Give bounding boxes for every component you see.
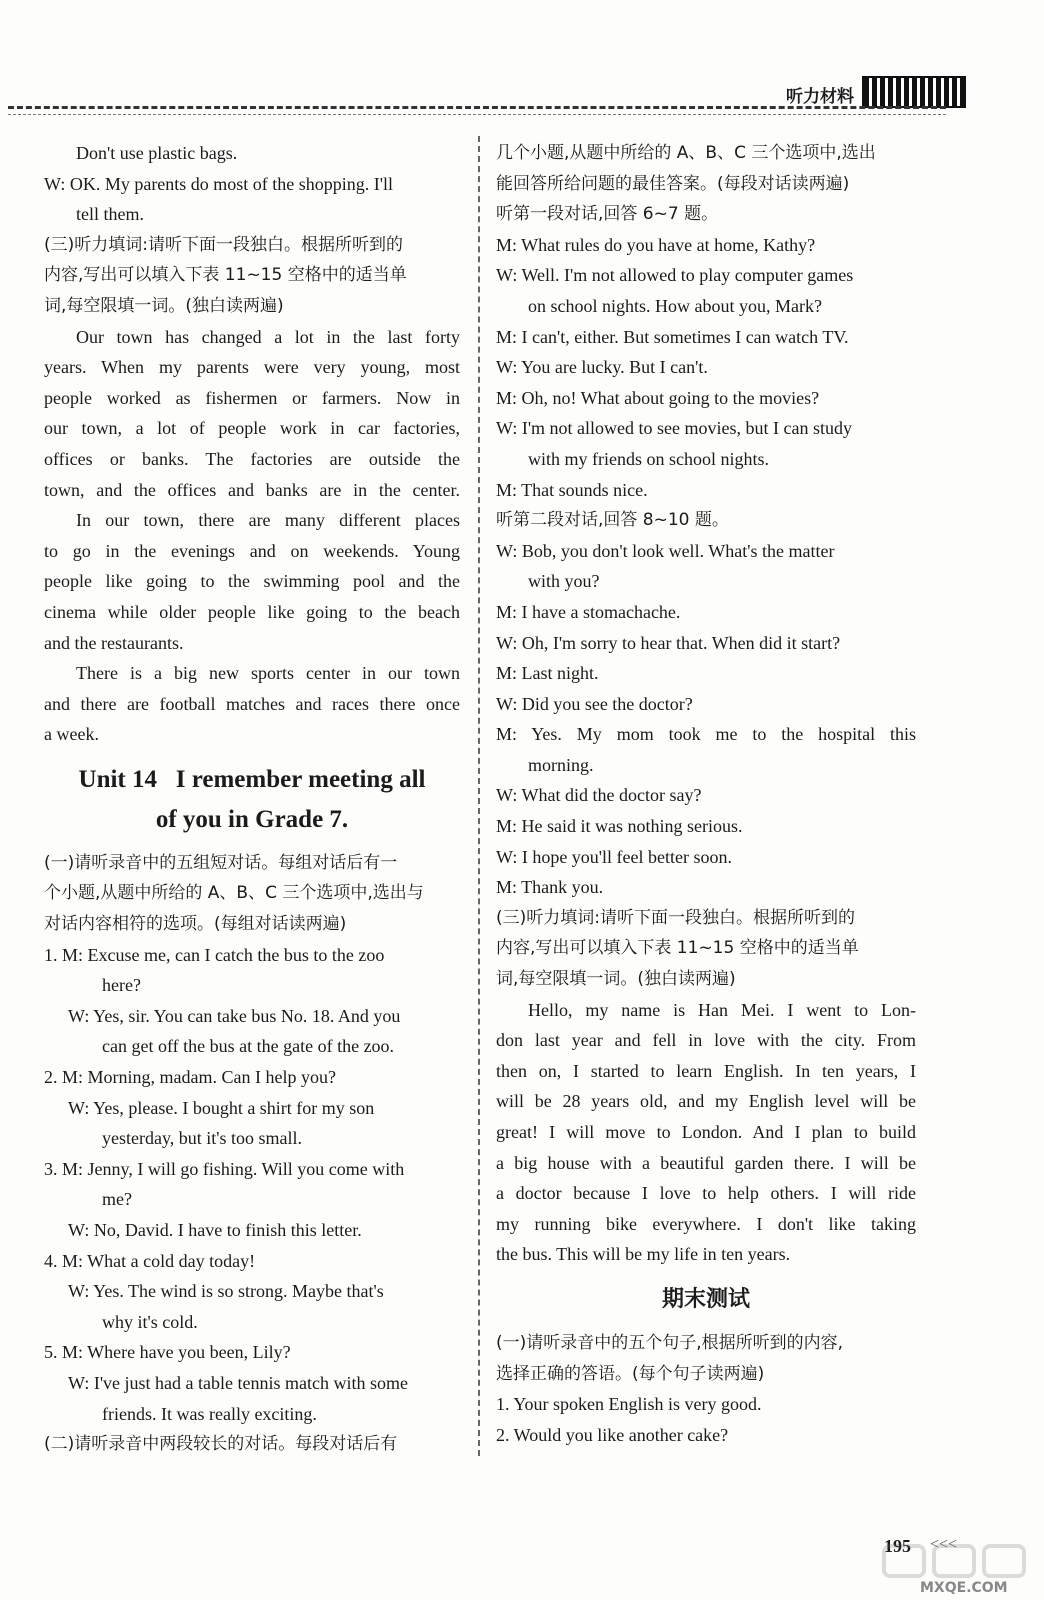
text-line: will be 28 years old, and my English level will be (496, 1091, 916, 1112)
text-line: 3. M: Jenny, I will go fishing. Will you come with (44, 1158, 405, 1179)
text-line: 4. M: What a cold day today! (44, 1250, 256, 1271)
text-line: why it's cold. (102, 1311, 198, 1332)
text-line: M: That sounds nice. (496, 479, 648, 500)
text-line: 2. M: Morning, madam. Can I help you? (44, 1067, 336, 1088)
instruction-line: (二)请听录音中两段较长的对话。每段对话后有 (44, 1434, 398, 1455)
text-line: friends. It was really exciting. (102, 1403, 317, 1424)
text-line: with you? (528, 571, 600, 592)
text-line: years. When my parents were very young, most (44, 357, 460, 378)
text-line: W: Oh, I'm sorry to hear that. When did it start? (496, 632, 841, 653)
text-line: 1. M: Excuse me, can I catch the bus to the zoo (44, 944, 385, 965)
page-header (0, 0, 1044, 118)
text-line: W: Yes, please. I bought a shirt for my son (68, 1097, 375, 1118)
text-line: and the restaurants. (44, 632, 184, 653)
text-line: tell them. (76, 204, 144, 225)
instruction-line: (三)听力填词:请听下面一段独白。根据所听到的 (496, 907, 855, 928)
text-line: can get off the bus at the gate of the zoo. (102, 1036, 395, 1057)
text-line: our town, a lot of people work in car factories, (44, 418, 460, 439)
text-line: M: Yes. My mom took me to the hospital this (496, 724, 916, 745)
text-line: W: What did the doctor say? (496, 785, 702, 806)
instruction-line: 几个小题,从题中所给的 A、B、C 三个选项中,选出 (496, 143, 876, 163)
text-line: yesterday, but it's too small. (102, 1128, 303, 1149)
instruction-line: 个小题,从题中所给的 A、B、C 三个选项中,选出与 (44, 883, 424, 904)
text-line: people worked as fishermen or farmers. Now in (44, 387, 460, 408)
text-line: W: I'm not allowed to see movies, but I can study (496, 418, 853, 439)
text-line: offices or banks. The factories are outside the (44, 448, 460, 469)
text-line: 1. Your spoken English is very good. (496, 1394, 762, 1415)
text-line: M: I have a stomachache. (496, 601, 681, 622)
text-line: M: What rules do you have at home, Kathy? (496, 234, 816, 255)
text-line: W: Well. I'm not allowed to play computer games (496, 265, 854, 286)
text-line: don last year and fell in love with the city. From (496, 1030, 916, 1051)
instruction-line: 对话内容相符的选项。(每组对话读两遍) (44, 914, 347, 935)
text-line: W: Did you see the doctor? (496, 693, 693, 714)
instruction-line: (一)请听录音中的五个句子,根据所听到的内容, (496, 1332, 844, 1353)
text-line: Our town has changed a lot in the last forty (76, 326, 460, 347)
instruction-line: (三)听力填词:请听下面一段独白。根据所听到的 (44, 234, 403, 255)
text-line: cinema while older people like going to the beach (44, 601, 460, 622)
instruction-line: 选择正确的答语。(每个句子读两遍) (496, 1363, 765, 1384)
text-line: a big house with a beautiful garden there. I will be (496, 1152, 916, 1173)
instruction-line: 听第二段对话,回答 8~10 题。 (496, 510, 729, 531)
text-line: great! I will move to London. And I plan to build (496, 1122, 916, 1142)
text-line: W: I've just had a table tennis match with some (68, 1372, 408, 1393)
text-line: M: He said it was nothing serious. (496, 816, 743, 837)
text-line: the bus. This will be my life in ten years. (496, 1244, 791, 1265)
text-line: my running bike everywhere. I don't like taking (496, 1213, 916, 1234)
text-line: W: No, David. I have to finish this letter. (68, 1220, 362, 1240)
left-column (44, 138, 460, 1460)
text-line: then on, I started to learn English. In ten years, I (496, 1060, 916, 1081)
page-arrows-icon: <<< (930, 1536, 958, 1553)
instruction-line: 听第一段对话,回答 6~7 题。 (496, 204, 719, 225)
text-line: M: Oh, no! What about going to the movies? (496, 387, 820, 408)
header-rule (8, 106, 946, 109)
watermark-text: MXQE.COM (920, 1580, 1008, 1596)
instruction-line: 能回答所给问题的最佳答案。(每段对话读两遍) (496, 173, 850, 194)
text-line: Hello, my name is Han Mei. I went to Lon- (528, 999, 916, 1020)
instruction-line: 内容,写出可以填入下表 11~15 空格中的适当单 (44, 265, 407, 286)
unit-title (44, 760, 460, 840)
text-line: a week. (44, 724, 99, 745)
text-line: Don't use plastic bags. (76, 143, 238, 163)
text-line: M: Thank you. (496, 877, 604, 898)
text-line: W: Bob, you don't look well. What's the matter (496, 540, 835, 561)
text-line: and there are football matches and races there once (44, 693, 460, 714)
text-line: to go in the evenings and on weekends. Young (44, 540, 460, 561)
section-label: 听力材料 (786, 87, 854, 107)
instruction-line: (一)请听录音中的五组短对话。每组对话后有一 (44, 852, 398, 873)
page-number: 195 (884, 1536, 911, 1556)
text-line: morning. (528, 754, 594, 775)
text-line: 2. Would you like another cake? (496, 1424, 729, 1445)
text-line: There is a big new sports center in our town (76, 663, 460, 684)
header-logo-icon (862, 76, 966, 108)
text-line: W: OK. My parents do most of the shopping. I'll (44, 173, 394, 194)
text-line: people like going to the swimming pool and the (44, 571, 460, 592)
text-line: W: Yes. The wind is so strong. Maybe that's (68, 1281, 384, 1302)
instruction-line: 内容,写出可以填入下表 11~15 空格中的适当单 (496, 938, 859, 959)
section-title: 期末测试 (661, 1286, 750, 1312)
text-line: 5. M: Where have you been, Lily? (44, 1342, 291, 1363)
text-line: W: You are lucky. But I can't. (496, 357, 708, 378)
unit-title-line: Unit 14 I remember meeting all (78, 765, 426, 793)
text-line: with my friends on school nights. (528, 448, 769, 469)
text-line: on school nights. How about you, Mark? (528, 295, 822, 316)
text-line: me? (102, 1189, 132, 1210)
instruction-line: 词,每空限填一词。(独白读两遍) (496, 969, 736, 990)
header-rule-thin (8, 114, 946, 115)
text-line: W: I hope you'll feel better soon. (496, 846, 733, 867)
unit-title-line: of you in Grade 7. (155, 805, 349, 833)
text-line: town, and the offices and banks are in the center. (44, 479, 460, 500)
text-line: a doctor because I love to help others. I will ride (496, 1183, 916, 1204)
column-divider (478, 136, 480, 1456)
text-line: M: I can't, either. But sometimes I can watch TV. (496, 326, 849, 347)
text-line: In our town, there are many different places (76, 510, 460, 531)
text-line: W: Yes, sir. You can take bus No. 18. And you (68, 1005, 401, 1026)
right-column (496, 138, 916, 1450)
text-line: here? (102, 975, 141, 996)
instruction-line: 词,每空限填一词。(独白读两遍) (44, 295, 284, 316)
text-line: M: Last night. (496, 663, 599, 684)
